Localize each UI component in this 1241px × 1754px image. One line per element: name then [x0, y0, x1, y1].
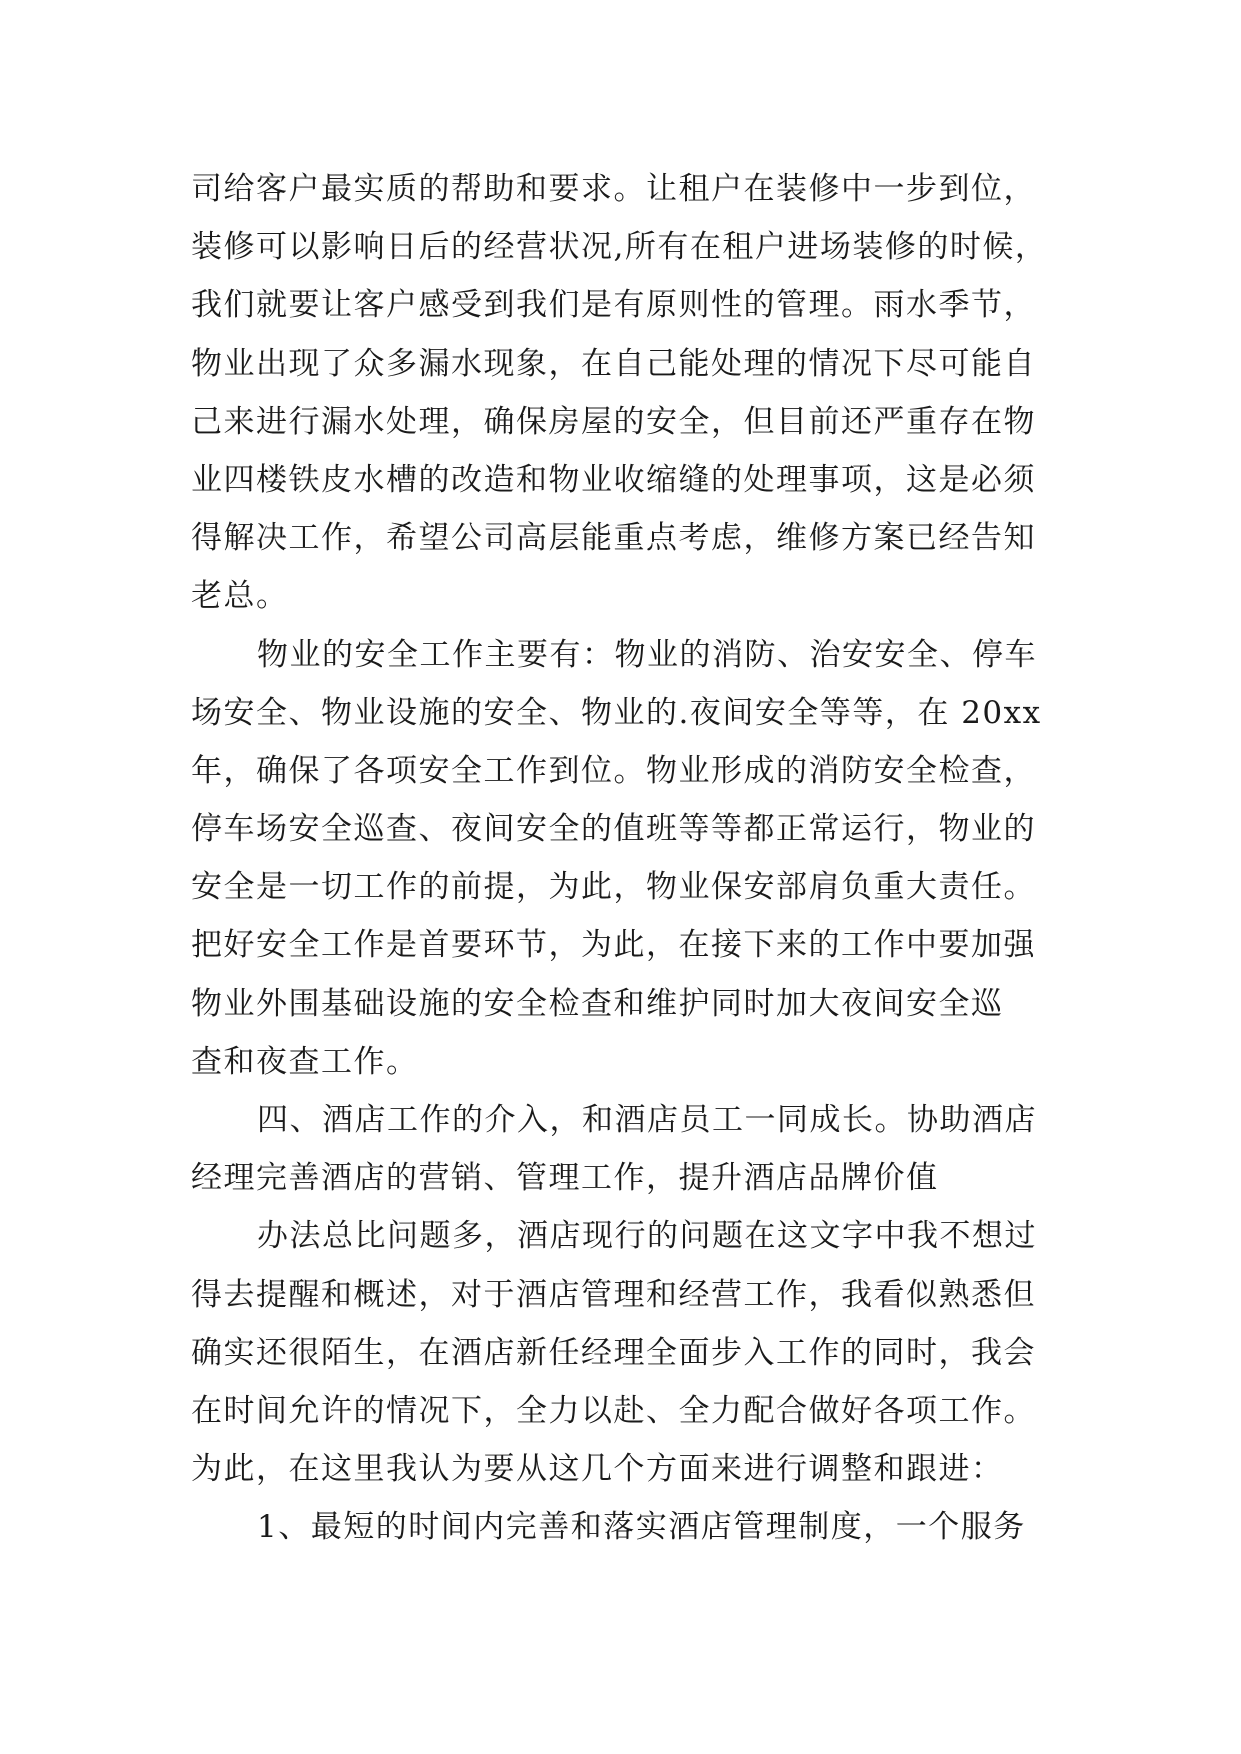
text-line: 1、最短的时间内完善和落实酒店管理制度，一个服务 [257, 1509, 1026, 1546]
text-line: 我们就要让客户感受到我们是有原则性的管理。雨水季节， [191, 287, 1036, 324]
text-line: 得解决工作，希望公司高层能重点考虑，维修方案已经告知 [191, 520, 1036, 557]
text-line: 老总。 [191, 578, 289, 615]
text-line: 为此，在这里我认为要从这几个方面来进行调整和跟进： [191, 1451, 1004, 1488]
text-line: 场安全、物业设施的安全、物业的.夜间安全等等，在 20xx [191, 694, 1042, 731]
text-line: 司给客户最实质的帮助和要求。让租户在装修中一步到位， [191, 171, 1036, 207]
text-line: 办法总比问题多，酒店现行的问题在这文字中我不想过 [257, 1218, 1037, 1255]
text-line: 把好安全工作是首要环节，为此，在接下来的工作中要加强 [191, 927, 1036, 964]
text-line: 己来进行漏水处理，确保房屋的安全，但目前还严重存在物 [191, 403, 1036, 440]
text-line: 物业外围基础设施的安全检查和维护同时加大夜间安全巡 [191, 985, 1004, 1022]
text-line: 业四楼铁皮水槽的改造和物业收缩缝的处理事项，这是必须 [191, 461, 1036, 498]
text-line: 安全是一切工作的前提，为此，物业保安部肩负重大责任。 [191, 869, 1036, 906]
document-body [191, 160, 1091, 1557]
text-line: 物业出现了众多漏水现象，在自己能处理的情况下尽可能自 [191, 345, 1036, 382]
text-line: 四、酒店工作的介入，和酒店员工一同成长。协助酒店 [257, 1102, 1037, 1138]
text-line: 装修可以影响日后的经营状况,所有在租户进场装修的时候， [191, 229, 1048, 266]
text-line: 查和夜查工作。 [191, 1043, 419, 1080]
text-line: 得去提醒和概述，对于酒店管理和经营工作，我看似熟悉但 [191, 1276, 1036, 1313]
text-line: 确实还很陌生，在酒店新任经理全面步入工作的同时，我会 [191, 1334, 1036, 1371]
text-line: 物业的安全工作主要有：物业的消防、治安安全、停车 [257, 636, 1037, 673]
text-line: 年，确保了各项安全工作到位。物业形成的消防安全检查， [191, 752, 1036, 789]
text-line: 经理完善酒店的营销、管理工作，提升酒店品牌价值 [191, 1160, 939, 1197]
text-line: 停车场安全巡查、夜间安全的值班等等都正常运行，物业的 [191, 811, 1036, 848]
text-line: 在时间允许的情况下，全力以赴、全力配合做好各项工作。 [191, 1392, 1036, 1429]
